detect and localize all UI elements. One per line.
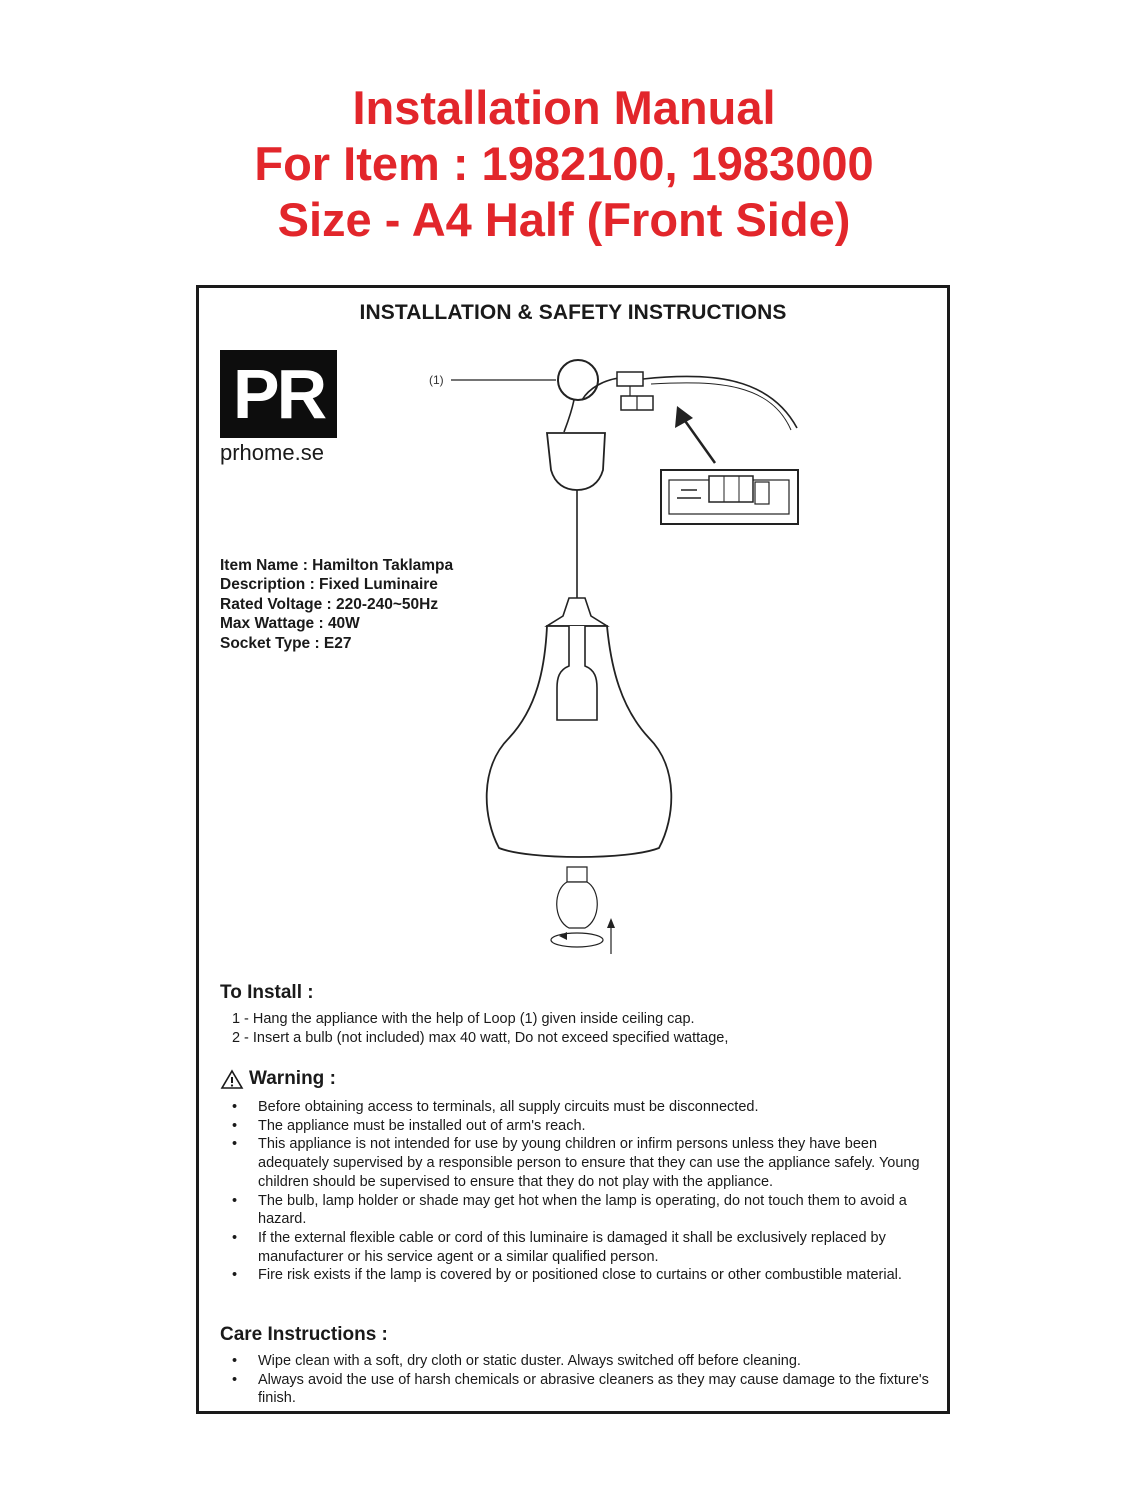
- spec-wattage: Max Wattage : 40W: [220, 615, 360, 633]
- brand-logo: PR: [220, 350, 337, 438]
- care-list: [232, 1352, 932, 1408]
- brand-url: prhome.se: [220, 440, 324, 465]
- rotate-arrow-icon: [551, 933, 603, 947]
- list-item: • Wipe clean with a soft, dry cloth or static duster. Always switched off before cleaning.: [232, 1353, 801, 1369]
- pointer-arrow-line: [683, 418, 715, 463]
- cable-left-icon: [564, 400, 574, 432]
- instruction-sheet: [196, 285, 950, 1414]
- pendant-lamp-diagram: [419, 348, 839, 958]
- list-item: • Before obtaining access to terminals, all supply circuits must be disconnected.: [232, 1099, 759, 1115]
- list-item: • Always avoid the use of harsh chemicals or abrasive cleaners as they may cause damage to the fixture's finish.: [232, 1371, 929, 1407]
- list-item: • This appliance is not intended for use by young children or infirm persons unless they have been adequately supervised by a responsible person to ensure that they can use the appliance safely. Young children should be supervised to ensure that they do not play with the appliance.: [232, 1136, 920, 1190]
- loop-label: (1): [429, 373, 444, 387]
- warning-triangle-icon: [220, 1069, 244, 1090]
- list-item: • If the external flexible cable or cord of this luminaire is damaged it shall be exclusively replaced by manufacturer or his service agent or a similar qualified person.: [232, 1229, 886, 1265]
- supply-cable-icon: [643, 376, 797, 428]
- install-step-number: 1: [232, 1011, 241, 1027]
- install-title: To Install :: [220, 982, 314, 1003]
- install-step-number: 2: [232, 1030, 241, 1046]
- install-step: [232, 1010, 728, 1029]
- header-line-3: Size - A4 Half (Front Side): [277, 193, 851, 246]
- care-title: Care Instructions :: [220, 1324, 388, 1345]
- spec-socket: Socket Type : E27: [220, 634, 352, 652]
- document-header: [0, 80, 1128, 248]
- sheet-title: INSTALLATION & SAFETY INSTRUCTIONS: [359, 301, 787, 324]
- pointer-arrow-icon: [675, 406, 693, 428]
- supply-cable-inner-icon: [651, 383, 791, 430]
- bulb-icon: [557, 882, 598, 928]
- spec-voltage: Rated Voltage : 220-240~50Hz: [220, 595, 439, 613]
- warning-list: [232, 1098, 932, 1285]
- list-item: • The bulb, lamp holder or shade may get hot when the lamp is operating, do not touch them to avoid a hazard.: [232, 1192, 907, 1228]
- install-step-text: - Insert a bulb (not included) max 40 watt, Do not exceed specified wattage,: [244, 1030, 729, 1046]
- connector-icon: [617, 372, 643, 386]
- spec-description: Description : Fixed Luminaire: [220, 576, 438, 594]
- list-item: • The appliance must be installed out of arm's reach.: [232, 1117, 586, 1134]
- list-item: • Fire risk exists if the lamp is covered by or positioned close to curtains or other combustible material.: [232, 1267, 902, 1284]
- header-line-1: Installation Manual: [352, 81, 776, 134]
- ceiling-loop-icon: [558, 360, 598, 400]
- header-line-2: For Item : 1982100, 1983000: [254, 137, 874, 190]
- terminal-detail-icon: [709, 476, 753, 502]
- warning-title: Warning :: [249, 1068, 336, 1089]
- ceiling-cap-icon: [547, 433, 605, 490]
- bulb-base-icon: [567, 867, 587, 882]
- install-step-text: - Hang the appliance with the help of Loop (1) given inside ceiling cap.: [244, 1011, 695, 1027]
- spec-item-name: Item Name : Hamilton Taklampa: [220, 557, 454, 574]
- warning-heading: [220, 1068, 336, 1090]
- install-steps: [232, 1010, 728, 1048]
- lamp-holder-top-icon: [547, 598, 607, 626]
- install-step: [232, 1029, 728, 1048]
